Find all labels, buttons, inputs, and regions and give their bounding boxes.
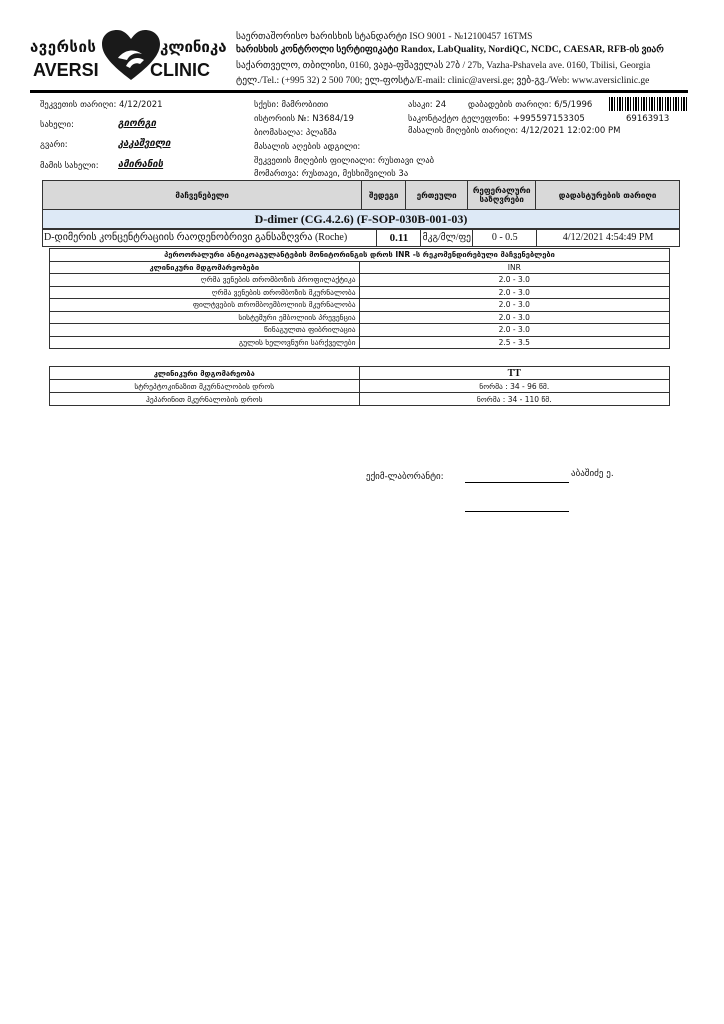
results-table xyxy=(42,180,680,230)
logo-english-left: AVERSI xyxy=(33,60,99,80)
result-unit: მკგ/მლ/ფე xyxy=(421,229,473,247)
result-date: 4/12/2021 4:54:49 PM xyxy=(537,229,680,247)
birth-date-field: დაბადების თარიღი: 6/5/1996 xyxy=(468,100,593,110)
biomaterial-field: ბიომასალა: პლაზმა xyxy=(254,128,337,138)
inr-range: 2.5 - 3.5 xyxy=(359,336,669,349)
signature-line xyxy=(465,482,569,483)
tt-reference-table xyxy=(49,366,670,406)
result-value: 0.11 xyxy=(377,229,421,247)
signature-name: აბაშიძე ე. xyxy=(571,469,614,479)
tt-header-row xyxy=(50,367,670,380)
logo-georgian-left: ავერსის xyxy=(30,38,97,56)
inr-range: 2.0 - 3.0 xyxy=(359,299,669,312)
inr-header-value: INR xyxy=(359,261,669,274)
inr-condition: ფილტვების თრომბოემბოლიის მკურნალობა xyxy=(50,299,360,312)
branch-field: შეკვეთის მიღების ფილიალი: რუსთავი ლაბ xyxy=(254,156,435,166)
inr-range: 2.0 - 3.0 xyxy=(359,274,669,287)
header-confirm-date: დადასტურების თარიღი xyxy=(536,181,680,210)
history-number: ისტორიის №: N3684/19 xyxy=(254,114,354,124)
tt-header-value: TT xyxy=(359,367,669,380)
table-row xyxy=(50,324,670,337)
received-date-field: მასალის მიღების თარიღი: 4/12/2021 12:02:00 PM xyxy=(408,126,621,136)
inr-range: 2.0 - 3.0 xyxy=(359,286,669,299)
result-reference: 0 - 0.5 xyxy=(473,229,537,247)
result-test-name: D-დიმერის კონცენტრაციის რაოდენობრივი განსაზღვრა (Roche) xyxy=(43,229,377,247)
surname-label: გვარი: xyxy=(40,140,68,150)
table-row xyxy=(50,311,670,324)
tt-norm: ნორმა : 34 - 110 წმ. xyxy=(359,393,669,406)
tt-condition: ჰეპარინით მკურნალობის დროს xyxy=(50,393,360,406)
logo-english-right: CLINIC xyxy=(150,60,210,80)
header-indicator: მაჩვენებელი xyxy=(43,181,362,210)
inr-condition: გულის ხელოვნური სარქველები xyxy=(50,336,360,349)
test-title: D-dimer (CG.4.2.6) (F-SOP-030B-001-03) xyxy=(43,210,680,230)
order-date: შეკვეთის თარიღი: 4/12/2021 xyxy=(40,100,163,110)
result-row-table xyxy=(42,228,680,247)
header-unit: ერთეული xyxy=(406,181,468,210)
table-row xyxy=(50,299,670,312)
father-value: ამირანის xyxy=(118,159,164,170)
referrer-field: მომართვა: რუსთავი, მესხიშვილის 3ა xyxy=(254,169,409,179)
name-label: სახელი: xyxy=(40,120,74,130)
table-row xyxy=(50,286,670,299)
logo-georgian-right: კლინიკა xyxy=(160,38,227,56)
header-reference: რეფერალური საზღვრები xyxy=(468,181,536,210)
inr-condition: ღრმა ვენების თრომბოზის მკურნალობა xyxy=(50,286,360,299)
header-result: შედეგი xyxy=(362,181,406,210)
header-contact-line: ტელ./Tel.: (+995 32) 2 500 700; ელ-ფოსტა/E-mail: clinic@aversi.ge; ვებ-გვ./Web: www.aversiclinic.ge xyxy=(236,76,650,86)
table-row xyxy=(50,393,670,406)
inr-range: 2.0 - 3.0 xyxy=(359,324,669,337)
header-iso-line: საერთაშორისო ხარისხის სტანდარტი ISO 9001 - №12100457 16TMS xyxy=(236,32,533,42)
table-row xyxy=(50,274,670,287)
tt-condition: სტრეპტოკინაზით მკურნალობის დროს xyxy=(50,380,360,393)
header-quality-line: ხარისხის კონტროლი სერტიფიკატი Randox, LabQuality, NordiQC, NCDC, CAESAR, RFB-ის ვიარ xyxy=(236,45,664,55)
inr-reference-table xyxy=(49,248,670,349)
phone-field: საკონტაქტო ტელეფონი: +995597153305 xyxy=(408,114,585,124)
inr-table-title: პეროორალური ანტიკოაგულანტების მონიტორინგის დროს INR -ს რეკომენდირებული მაჩვენებლები xyxy=(50,249,670,262)
table-row xyxy=(50,380,670,393)
name-value: გიორგი xyxy=(118,118,157,129)
barcode-number: 69163913 xyxy=(626,114,670,124)
tt-header-condition: კლინიკური მდგომარეობა xyxy=(50,367,360,380)
barcode-icon xyxy=(609,97,687,111)
inr-header-row xyxy=(50,261,670,274)
table-row xyxy=(43,229,680,247)
father-label: მამის სახელი: xyxy=(40,161,99,171)
material-place-field: მასალის აღების ადგილი: xyxy=(254,142,361,152)
inr-range: 2.0 - 3.0 xyxy=(359,311,669,324)
sex-field: სქესი: მამრობითი xyxy=(254,100,329,110)
test-title-row xyxy=(43,210,680,230)
header-divider xyxy=(30,90,688,93)
surname-value: კაკაშვილი xyxy=(118,138,171,149)
tt-norm: ნორმა : 34 - 96 წმ. xyxy=(359,380,669,393)
inr-condition: წინაგულთა ფიბრილაცია xyxy=(50,324,360,337)
inr-header-condition: კლინიკური მდგომარეობები xyxy=(50,261,360,274)
age-field: ასაკი: 24 xyxy=(408,100,447,110)
table-row xyxy=(50,336,670,349)
inr-title-row xyxy=(50,249,670,262)
header-address-line: საქართველო, თბილისი, 0160, ვაჟა-ფშაველას 27ბ / 27b, Vazha-Pshavela ave. 0160, Tbilisi, Georgia xyxy=(236,61,651,71)
inr-condition: სისტემური ემბოლიის პრევენცია xyxy=(50,311,360,324)
signature-label: ექიმ-ლაბორანტი: xyxy=(366,472,444,482)
results-header-row xyxy=(43,181,680,210)
inr-condition: ღრმა ვენების თრომბოზის პროფილაქტიკა xyxy=(50,274,360,287)
stamp-line xyxy=(465,511,569,512)
